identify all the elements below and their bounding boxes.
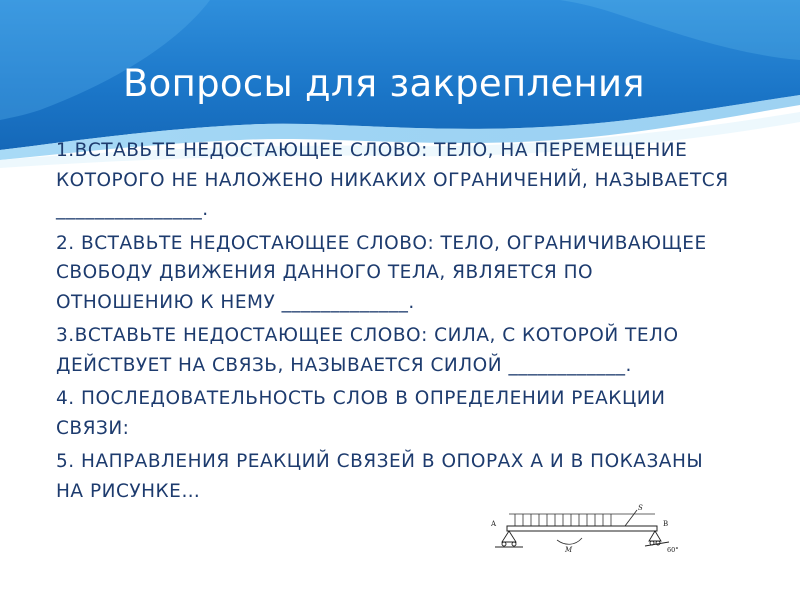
beam — [507, 526, 657, 531]
slide-title: Вопросы для закрепления — [123, 62, 645, 105]
label-a: A — [491, 520, 497, 528]
label-s: S — [638, 504, 643, 512]
question-4: 4. ПОСЛЕДОВАТЕЛЬНОСТЬ СЛОВ В ОПРЕДЕЛЕНИИ РЕАКЦИИ СВЯЗИ: — [56, 388, 666, 439]
question-list — [56, 136, 736, 510]
label-angle: 60° — [667, 546, 679, 554]
question-2: 2. ВСТАВЬТЕ НЕДОСТАЮЩЕЕ СЛОВО: ТЕЛО, ОГРАНИЧИВАЮЩЕЕ СВОБОДУ ДВИЖЕНИЯ ДАННОГО ТЕЛА, ЯВЛЯЕТСЯ ПО ОТНОШЕНИЮ К НЕМУ _____________. — [56, 232, 707, 313]
beam-support-figure — [487, 502, 692, 554]
label-b: B — [663, 520, 669, 528]
question-1: 1.ВСТАВЬТЕ НЕДОСТАЮЩЕЕ СЛОВО: ТЕЛО, НА ПЕРЕМЕЩЕНИЕ КОТОРОГО НЕ НАЛОЖЕНО НИКАКИХ ОГРАНИЧЕНИЙ, НАЗЫВАЕТСЯ _______________. — [56, 140, 729, 220]
question-5: 5. НАПРАВЛЕНИЯ РЕАКЦИЙ СВЯЗЕЙ В ОПОРАХ А И В ПОКАЗАНЫ НА РИСУНКЕ… — [56, 451, 704, 502]
label-m: M — [565, 546, 573, 554]
question-3: 3.ВСТАВЬТЕ НЕДОСТАЮЩЕЕ СЛОВО: СИЛА, С КОТОРОЙ ТЕЛО ДЕЙСТВУЕТ НА СВЯЗЬ, НАЗЫВАЕТСЯ СИЛОЙ ____________. — [56, 325, 679, 376]
